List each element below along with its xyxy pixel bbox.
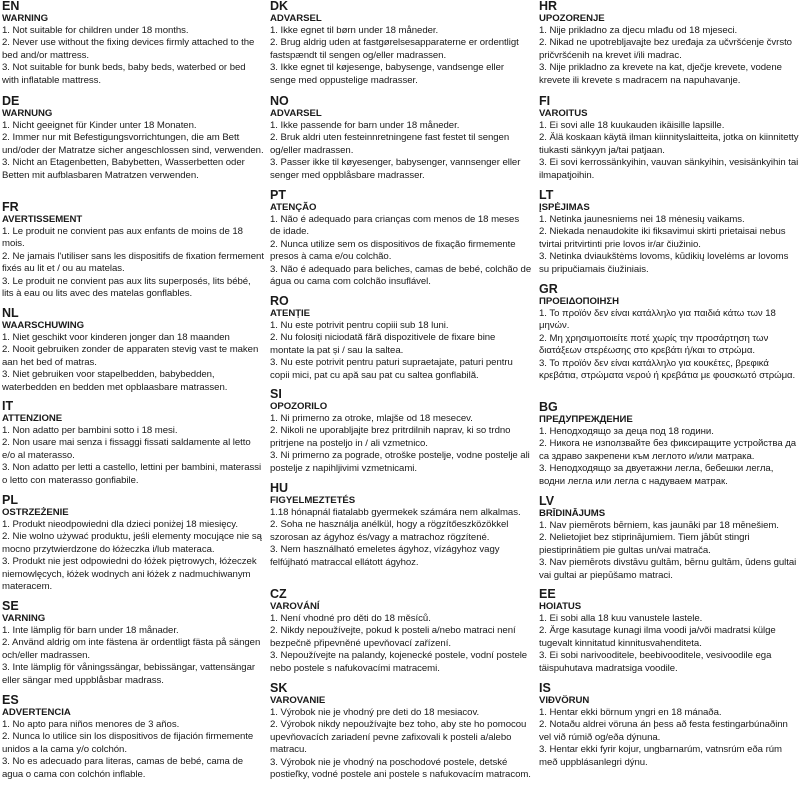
warning-item: 1. Není vhodné pro děti do 18 měsíců.	[270, 613, 431, 624]
warning-item: 1. Неподходящо за деца под 18 години.	[539, 426, 714, 437]
warning-item: 2. Nelietojiet bez stiprinājumiem. Tiem jābūt stingri piestiprinātiem pie gultas un/vai matrača.	[539, 532, 750, 556]
warning-heading: ATENȚIE	[270, 308, 310, 319]
warning-item: 3. Ei sobi narivooditele, beebivooditele, vesivoodile ega täispuhutava madratsiga voodile.	[539, 650, 772, 674]
warning-heading: ΠΡΟΕΙΔΟΠΟΙΗΣΗ	[539, 296, 619, 307]
warning-heading: VIÐVÖRUN	[539, 695, 590, 706]
section-de	[2, 94, 264, 182]
warning-item: 2. Soha ne használja anélkül, hogy a rögzítőeszközökkel szorosan az ágyhoz és/vagy a matrachoz rögzítené.	[270, 519, 509, 543]
warning-heading: VAROITUS	[539, 108, 588, 119]
warning-item: 2. Använd aldrig om inte fästena är ordentligt fästa på sängen och/eller madrassen.	[2, 637, 261, 661]
language-code: SK	[270, 681, 288, 695]
warning-item: 3. Not suitable for bunk beds, baby beds, waterbed or bed with inflatable mattress.	[2, 62, 246, 86]
warning-heading: BRĪDINĀJUMS	[539, 508, 606, 519]
language-code: CZ	[270, 587, 287, 601]
section-hr	[539, 0, 799, 87]
warning-item: 3. Το προϊόν δεν είναι κατάλληλο για κουκέτες, βρεφικά κρεβάτια, στρώματα νερού ή κρεβάτια με φουσκωτό στρώμα.	[539, 357, 796, 382]
section-pt	[270, 188, 532, 288]
warning-item: 2. Nunca lo utilice sin los dispositivos de fijación firmemente unidos a la cama y/o colchón.	[2, 731, 254, 755]
warning-heading: WAARSCHUWING	[2, 320, 85, 331]
warning-item: 3. Produkt nie jest odpowiedni do łóżek piętrowych, łóżeczek niemowlęcych, łóżek wodnych ani łóżek z nadmuchiwanym materacem.	[2, 556, 257, 593]
warning-item: 1. Nu este potrivit pentru copiii sub 18 luni.	[270, 320, 449, 331]
language-code: EE	[539, 587, 556, 601]
warning-item: 3. Niet gebruiken voor stapelbedden, babybedden, waterbedden en bedden met opblaasbare matrassen.	[2, 369, 228, 393]
language-code: PL	[2, 493, 18, 507]
warning-heading: AVERTISSEMENT	[2, 214, 83, 225]
warning-heading: ATTENZIONE	[2, 413, 63, 424]
language-code: DE	[2, 94, 20, 108]
section-gr	[539, 282, 799, 382]
warning-item: 1. Το προϊόν δεν είναι κατάλληλο για παιδιά κάτω των 18 μηνών.	[539, 308, 776, 332]
section-sk	[270, 681, 532, 781]
warning-item: 2. Non usare mai senza i fissaggi fissati saldamente al letto e/o al materasso.	[2, 437, 251, 461]
warning-heading: WARNUNG	[2, 108, 53, 119]
section-fi	[539, 94, 799, 182]
warning-item: 1.18 hónapnál fiatalabb gyermekek számára nem alkalmas.	[270, 507, 521, 518]
warning-item: 3. Non adatto per letti a castello, lettini per bambini, materassi o letto con materasso gonfiabile.	[2, 462, 262, 486]
warning-heading: ATENÇÃO	[270, 202, 317, 213]
language-code: NL	[2, 306, 19, 320]
warning-item: 3. Nije prikladno za krevete na kat, dječje krevete, vodene krevete ili krevete s madracem na napuhavanje.	[539, 62, 782, 86]
warning-item: 3. Nu este potrivit pentru paturi supraetajate, paturi pentru copii mici, pat cu apă sau pat cu saltea gonflabilă.	[270, 357, 513, 381]
section-bg	[539, 400, 799, 488]
section-es	[2, 693, 264, 781]
language-code: SI	[270, 387, 282, 401]
warning-heading: ПРЕДУПРЕЖДЕНИЕ	[539, 414, 633, 425]
warning-heading: ADVERTENCIA	[2, 707, 71, 718]
warning-heading: ADVARSEL	[270, 13, 322, 24]
section-it	[2, 399, 264, 487]
section-no	[270, 94, 532, 182]
warning-item: 2. Nikoli ne uporabljajte brez pritrdilnih naprav, ki so trdno pritrjene na posteljo in / ali vzmetnico.	[270, 425, 511, 449]
warning-item: 3. No es adecuado para literas, camas de bebé, cama de agua o cama con colchón inflable.	[2, 756, 244, 780]
warning-item: 1. Ei sobi alla 18 kuu vanustele lastele.	[539, 613, 703, 624]
warning-item: 1. No apto para niños menores de 3 años.	[2, 719, 180, 730]
warning-item: 1. Not suitable for children under 18 months.	[2, 25, 189, 36]
warning-item: 2. Nikad ne upotrebljavajte bez uređaja za učvršćenje čvrsto pričvršćenih na krevet i/ili madrac.	[539, 37, 792, 61]
language-code: BG	[539, 400, 558, 414]
warning-item: 2. Brug aldrig uden at fastgørelsesapparaterne er ordentligt fastspændt til sengen og/eller madrassen.	[270, 37, 519, 61]
warning-item: 2. Výrobok nikdy nepoužívajte bez toho, aby ste ho pomocou upevňovacích zariadení pevne zafixovali k posteli a/alebo matracu.	[270, 719, 527, 756]
section-ro	[270, 294, 532, 382]
language-code: IS	[539, 681, 551, 695]
warning-item: 2. Immer nur mit Befestigungsvorrichtungen, die am Bett und/oder der Matratze sicher angeschlossen sind, verwenden.	[2, 132, 264, 156]
section-is	[539, 681, 799, 769]
warning-item: 1. Hentar ekki börnum yngri en 18 mánaða.	[539, 707, 722, 718]
language-code: LT	[539, 188, 554, 202]
section-hu	[270, 481, 532, 569]
section-lv	[539, 494, 799, 582]
language-code: EN	[2, 0, 20, 13]
language-code: NO	[270, 94, 289, 108]
warning-item: 2. Nunca utilize sem os dispositivos de fixação firmemente presos à cama e/ou colchão.	[270, 238, 516, 263]
warning-item: 2. Ne jamais l'utiliser sans les dispositifs de fixation fermement fixés au lit et / ou au matelas.	[2, 250, 264, 275]
language-code: RO	[270, 294, 289, 308]
warning-heading: OPOZORILO	[270, 401, 328, 412]
language-code: DK	[270, 0, 289, 13]
warning-item: 1. Nav piemērots bērniem, kas jaunāki par 18 mēnešiem.	[539, 520, 779, 531]
warning-item: 1. Inte lämplig för barn under 18 månader.	[2, 625, 179, 636]
warning-item: 3. Passer ikke til køyesenger, babysenger, vannsenger eller senger med oppblåsbare madrasser.	[270, 157, 521, 181]
language-code: GR	[539, 282, 558, 296]
section-dk	[270, 0, 532, 87]
warning-heading: FIGYELMEZTETÉS	[270, 495, 356, 506]
warning-item: 1. Non adatto per bambini sotto i 18 mesi.	[2, 425, 178, 436]
warning-item: 3. Nepoužívejte na palandy, kojenecké postele, vodní postele nebo postele s nafukovacími matracemi.	[270, 650, 528, 674]
warning-item: 1. Ei sovi alle 18 kuukauden ikäisille lapsille.	[539, 120, 725, 131]
warning-item: 2. Bruk aldri uten festeinnretningene fast festet til sengen og/eller madrassen.	[270, 132, 510, 156]
language-code: SE	[2, 599, 19, 613]
warning-item: 1. Le produit ne convient pas aux enfants de moins de 18 mois.	[2, 226, 243, 250]
warning-heading: OSTRZEŻENIE	[2, 507, 69, 518]
section-fr	[2, 200, 264, 300]
language-code: HU	[270, 481, 289, 495]
warning-item: 3. Não é adequado para beliches, camas de bebé, colchão de água ou cama com colchão insuflável.	[270, 263, 532, 288]
language-code: FR	[2, 200, 19, 214]
language-code: PT	[270, 188, 286, 202]
warning-heading: VAROVÁNÍ	[270, 601, 320, 612]
warning-item: 3. Ikke egnet til køjesenge, babysenge, vandsenge eller senge med oppustelige madrasser.	[270, 62, 505, 86]
warning-item: 3. Nem használható emeletes ágyhoz, vízágyhoz vagy felfújható matraccal ellátott ágyhoz.	[270, 544, 500, 568]
section-ee	[539, 587, 799, 675]
language-code: HR	[539, 0, 558, 13]
language-code: FI	[539, 94, 551, 108]
section-cz	[270, 587, 532, 675]
warning-item: 3. Nicht an Etagenbetten, Babybetten, Wasserbetten oder Betten mit aufblasbaren Matratzen verwenden.	[2, 157, 245, 181]
warning-item: 1. Netinka jaunesniems nei 18 mėnesių vaikams.	[539, 214, 745, 225]
warning-item: 3. Nav piemērots divstāvu gultām, bērnu gultām, ūdens gultai vai gultai ar piepūšamo matraci.	[539, 557, 797, 581]
section-nl	[2, 306, 264, 394]
section-en	[2, 0, 264, 87]
language-code: ES	[2, 693, 19, 707]
warning-item: 2. Nu folosiți niciodată fără dispozitivele de fixare bine montate la pat și / sau la saltea.	[270, 332, 496, 356]
warning-item: 2. Niekada nenaudokite iki fiksavimui skirti prietaisai nebus tvirtai pritvirtinti prie lovos ir/ar čiužinio.	[539, 226, 786, 250]
warning-heading: VARNING	[2, 613, 46, 624]
warning-item: 3. Výrobok nie je vhodný na poschodové postele, detské postieľky, vodné postele ani postele s nafukovacím matracom.	[270, 756, 531, 781]
warning-item: 1. Výrobok nie je vhodný pre deti do 18 mesiacov.	[270, 707, 480, 718]
warning-item: 3. Le produit ne convient pas aux lits superposés, lits bébé, lits à eau ou lits avec des matelas gonflables.	[2, 275, 251, 300]
section-lt	[539, 188, 799, 276]
warning-item: 2. Никога не използвайте без фиксиращите устройства да са здраво закрепени към леглото и/или матрака.	[539, 438, 797, 462]
warning-item: 2. Nikdy nepoužívejte, pokud k posteli a/nebo matraci není bezpečně připevněné upevňovací zařízení.	[270, 625, 516, 649]
warning-item: 2. Ärge kasutage kunagi ilma voodi ja/või madratsi külge tugevalt kinnitatud kinnitusvahenditeta.	[539, 625, 776, 649]
warning-item: 1. Ni primerno za otroke, mlajše od 18 mesecev.	[270, 413, 473, 424]
warning-heading: ĮSPĖJIMAS	[539, 202, 590, 213]
warning-item: 3. Ni primerno za pograde, otroške postelje, vodne postelje ali postelje z napihljivimi vzmetnicami.	[270, 450, 530, 474]
warning-heading: WARNING	[2, 13, 49, 24]
warning-item: 2. Älä koskaan käytä ilman kiinnityslaitteita, jotka on kiinnitetty tiukasti sänkyyn ja/tai patjaan.	[539, 132, 799, 156]
warning-item: 1. Nicht geeignet für Kinder unter 18 Monaten.	[2, 120, 197, 131]
language-code: IT	[2, 399, 14, 413]
warning-item: 1. Produkt nieodpowiedni dla dzieci poniżej 18 miesięcy.	[2, 519, 238, 530]
warning-item: 2. Nooit gebruiken zonder de apparaten stevig vast te maken aan het bed of matras.	[2, 344, 259, 368]
warning-item: 2. Μη χρησιμοποιείτε ποτέ χωρίς την προσάρτηση των διατάξεων στερέωσης στο κρεβάτι ή/και το στρώμα.	[539, 332, 769, 357]
warning-item: 1. Niet geschikt voor kinderen jonger dan 18 maanden	[2, 332, 230, 343]
warning-heading: UPOZORENJE	[539, 13, 605, 24]
language-code: LV	[539, 494, 555, 508]
warning-item: 2. Notaðu aldrei vöruna án þess að festa festingarbúnaðinn vel við rúmið og/eða dýnuna.	[539, 719, 788, 743]
section-se	[2, 599, 264, 687]
warning-item: 3. Inte lämplig för våningssängar, bebissängar, vattensängar eller sängar med uppblåsbar madrass.	[2, 662, 255, 686]
warning-item: 1. Ikke egnet til børn under 18 måneder.	[270, 25, 439, 36]
warning-item: 1. Não é adequado para crianças com menos de 18 meses de idade.	[270, 214, 520, 238]
warning-item: 3. Неподходящо за двуетажни легла, бебешки легла, водни легла или легла с надуваем матрак.	[539, 463, 774, 487]
warning-item: 1. Nije prikladno za djecu mlađu od 18 mjeseci.	[539, 25, 738, 36]
warning-item: 1. Ikke passende for barn under 18 måneder.	[270, 120, 460, 131]
warning-item: 2. Nie wolno używać produktu, jeśli elementy mocujące nie są mocno przytwierdzone do łóżeczka i/lub materaca.	[2, 531, 262, 555]
warning-heading: ADVARSEL	[270, 108, 322, 119]
warning-heading: VAROVANIE	[270, 695, 326, 706]
section-pl	[2, 493, 264, 593]
section-si	[270, 387, 532, 475]
warning-item: 3. Ei sovi kerrossänkyihin, vauvan sänkyihin, vesisänkyihin tai ilmapatjoihin.	[539, 157, 799, 181]
warning-item: 2. Never use without the fixing devices firmly attached to the bed and/or mattress.	[2, 37, 255, 61]
warning-heading: HOIATUS	[539, 601, 582, 612]
warning-item: 3. Netinka dviaukštėms lovoms, kūdikių lovelėms ar lovoms su pripučiamais čiužiniais.	[539, 251, 789, 275]
warning-item: 3. Hentar ekki fyrir kojur, ungbarnarúm, vatnsrúm eða rúm með uppblásanlegri dýnu.	[539, 744, 782, 768]
